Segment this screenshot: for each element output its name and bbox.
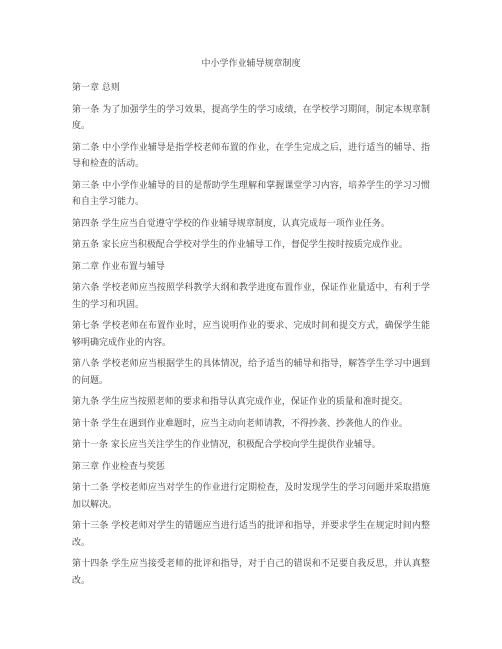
article-paragraph: 第十条 学生在遇到作业难题时，应当主动向老师请教，不得抄袭、抄袭他人的作业。 — [72, 418, 408, 429]
article-paragraph: 第十四条 学生应当接受老师的批评和指导，对于自己的错误和不足要自我反思，并认真整改。 — [72, 559, 430, 586]
article-paragraph: 第八条 学校老师应当根据学生的具体情况，给予适当的辅导和指导，解答学生学习中遇到的问题。 — [72, 359, 430, 386]
article-paragraph: 第十一条 家长应当关注学生的作业情况，积极配合学校向学生提供作业辅导。 — [72, 440, 381, 450]
article-paragraph: 第三条 中小学作业辅导的目的是帮助学生理解和掌握课堂学习内容，培养学生的学习习惯和自主学习能力。 — [72, 180, 430, 207]
document-title: 中小学作业辅导规章制度 — [201, 59, 301, 69]
article-paragraph: 第十三条 学校老师对学生的错题应当进行适当的批评和指导，并要求学生在规定时间内整改。 — [72, 521, 430, 548]
article-paragraph: 第六条 学校老师应当按照学科教学大纲和教学进度布置作业，保证作业量适中，有利于学生的学习和巩固。 — [72, 283, 430, 310]
article-paragraph: 第二条 中小学作业辅导是指学校老师布置的作业，在学生完成之后，进行适当的辅导、指导和检查的活动。 — [72, 142, 430, 169]
article-paragraph: 第五条 家长应当积极配合学校对学生的作业辅导工作，督促学生按时按质完成作业。 — [72, 240, 408, 250]
article-paragraph: 第十二条 学校老师应当对学生的作业进行定期检查，及时发现学生的学习问题并采取措施加以解决。 — [72, 483, 430, 510]
article-paragraph: 第九条 学生应当按照老师的要求和指导认真完成作业，保证作业的质量和准时提交。 — [72, 397, 408, 407]
chapter-heading: 第二章 作业布置与辅导 — [72, 261, 165, 272]
article-paragraph: 第一条 为了加强学生的学习效果，提高学生的学习成绩，在学校学习期间，制定本规章制度。 — [72, 104, 430, 131]
chapter-heading: 第三章 作业检查与奖惩 — [72, 461, 165, 472]
article-paragraph: 第四条 学生应当自觉遵守学校的作业辅导规章制度，认真完成每一项作业任务。 — [72, 218, 390, 229]
chapter-heading: 第一章 总则 — [72, 83, 120, 93]
article-paragraph: 第七条 学校老师在布置作业时，应当说明作业的要求、完成时间和提交方式，确保学生能够明确完成作业的内容。 — [72, 321, 430, 348]
